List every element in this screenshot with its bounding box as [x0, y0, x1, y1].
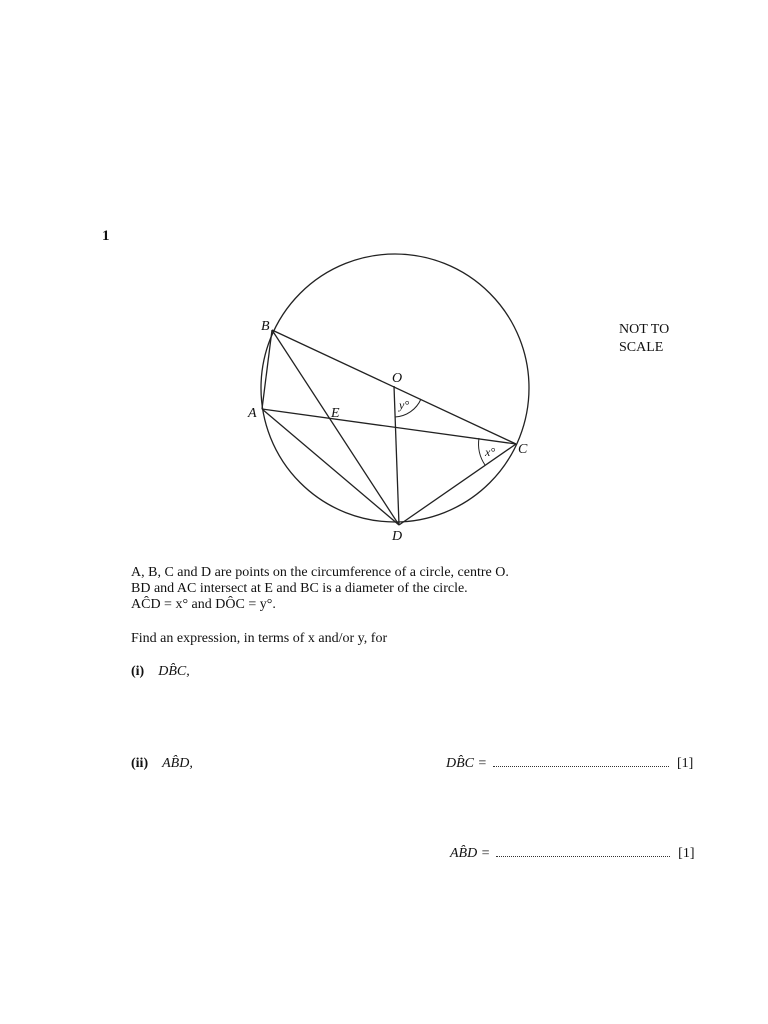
stem-line-3: AĈD = x° and DÔC = y°.: [131, 597, 276, 612]
point-label-A: A: [248, 406, 257, 421]
part-ii-label: (ii): [131, 756, 149, 771]
answer-ii-marks: [1]: [678, 846, 695, 861]
line-DC: [399, 444, 516, 525]
angle-label-x: x°: [485, 445, 496, 459]
question-number: 1: [102, 228, 110, 244]
stem-line-1: A, B, C and D are points on the circumference of a circle, centre O.: [131, 565, 509, 580]
answer-i-blank[interactable]: [493, 756, 669, 767]
part-ii-angle: AB̂D,: [162, 756, 193, 771]
point-label-E: E: [331, 406, 340, 421]
answer-i-label: DB̂C =: [446, 756, 487, 771]
part-i-angle: DB̂C,: [158, 664, 190, 679]
angle-label-y: y°: [399, 398, 410, 412]
instruction-text: Find an expression, in terms of x and/or y, for: [131, 631, 388, 646]
answer-i-marks: [1]: [676, 756, 694, 771]
point-label-D: D: [392, 529, 403, 544]
part-i: [131, 664, 190, 680]
point-label-B: B: [261, 319, 270, 334]
answer-ii-label: AB̂D =: [450, 846, 491, 861]
point-label-O: O: [392, 371, 403, 386]
part-i-label: (i): [131, 664, 145, 679]
part-ii: [131, 756, 193, 772]
scale-note-line-1: NOT TO: [619, 322, 670, 337]
stem-line-2: BD and AC intersect at E and BC is a diameter of the circle.: [131, 581, 468, 596]
scale-note-line-2: SCALE: [619, 340, 664, 355]
line-BA: [262, 330, 272, 409]
answer-ii-blank[interactable]: [496, 846, 670, 857]
point-label-C: C: [518, 442, 528, 457]
line-AD: [262, 409, 399, 525]
answer-line-ii: [450, 846, 695, 862]
answer-line-i: [446, 756, 693, 772]
